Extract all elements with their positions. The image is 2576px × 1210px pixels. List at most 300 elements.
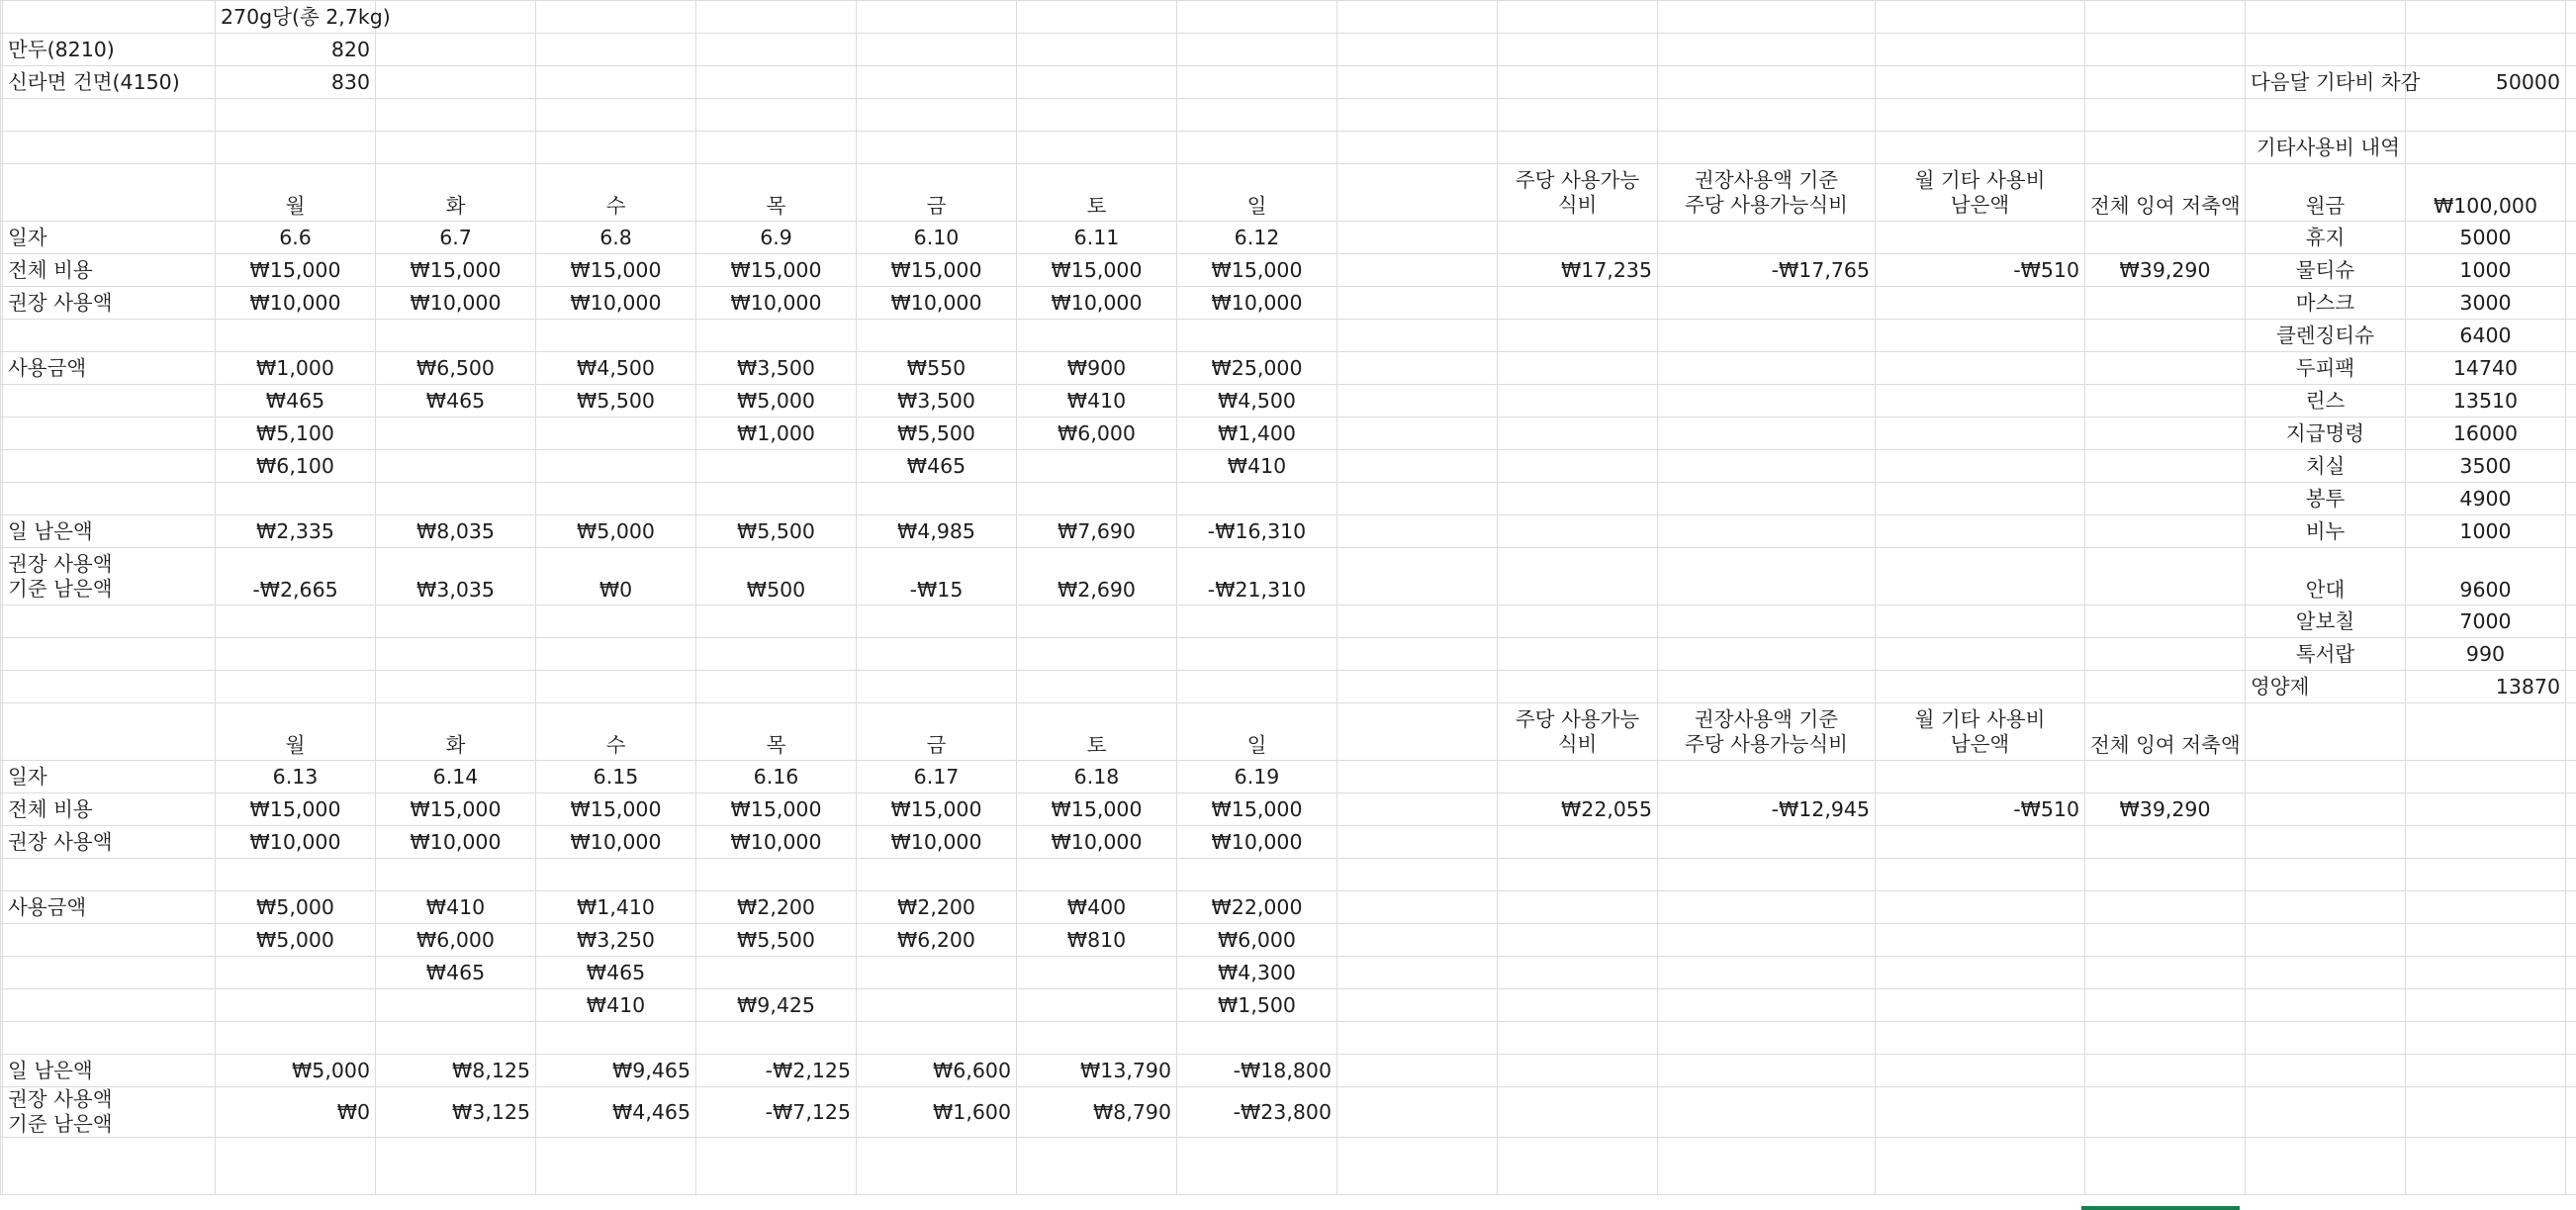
cell[interactable] <box>2566 638 2576 671</box>
cell[interactable]: 5000 <box>2406 222 2566 254</box>
cell[interactable]: -₩16,310 <box>1177 515 1337 548</box>
cell[interactable] <box>1337 254 1498 287</box>
cell[interactable] <box>1177 34 1337 66</box>
cell[interactable] <box>857 99 1017 132</box>
cell[interactable] <box>1658 66 1876 99</box>
cell[interactable] <box>1498 385 1658 418</box>
cell[interactable] <box>376 1138 536 1195</box>
cell[interactable] <box>1177 1138 1337 1195</box>
cell[interactable] <box>2246 34 2406 66</box>
cell[interactable] <box>2406 1055 2566 1087</box>
cell[interactable]: ₩4,465 <box>536 1087 696 1138</box>
cell[interactable] <box>2566 254 2576 287</box>
cell[interactable] <box>2566 483 2576 515</box>
cell[interactable] <box>1498 671 1658 703</box>
cell[interactable]: 영양제 <box>2246 671 2406 703</box>
cell[interactable]: 목 <box>696 703 857 761</box>
cell[interactable] <box>2406 1022 2566 1055</box>
cell[interactable] <box>857 671 1017 703</box>
cell[interactable] <box>1017 1022 1177 1055</box>
cell[interactable]: 만두(8210) <box>3 34 216 66</box>
cell[interactable] <box>1498 450 1658 483</box>
cell[interactable]: 사용금액 <box>3 891 216 924</box>
cell[interactable] <box>2566 34 2576 66</box>
cell[interactable] <box>1658 352 1876 385</box>
cell[interactable] <box>2085 859 2246 891</box>
cell[interactable] <box>1876 605 2085 638</box>
cell[interactable]: ₩5,000 <box>216 891 376 924</box>
cell[interactable] <box>3 957 216 989</box>
cell[interactable] <box>1337 450 1498 483</box>
cell[interactable] <box>696 34 857 66</box>
cell[interactable]: 클렌징티슈 <box>2246 320 2406 352</box>
cell[interactable]: ₩17,235 <box>1498 254 1658 287</box>
cell[interactable] <box>696 99 857 132</box>
cell[interactable] <box>696 320 857 352</box>
cell[interactable] <box>1337 1087 1498 1138</box>
cell[interactable]: ₩15,000 <box>376 793 536 826</box>
cell[interactable] <box>1498 99 1658 132</box>
cell[interactable] <box>2566 320 2576 352</box>
cell[interactable]: ₩15,000 <box>1017 793 1177 826</box>
cell[interactable]: ₩3,250 <box>536 924 696 957</box>
cell[interactable] <box>857 1022 1017 1055</box>
cell[interactable] <box>1017 450 1177 483</box>
cell[interactable]: ₩15,000 <box>696 254 857 287</box>
cell[interactable] <box>2406 761 2566 793</box>
cell[interactable] <box>2566 548 2576 605</box>
cell[interactable] <box>696 450 857 483</box>
cell[interactable]: ₩6,200 <box>857 924 1017 957</box>
cell[interactable] <box>1337 483 1498 515</box>
cell[interactable] <box>1876 34 2085 66</box>
cell[interactable] <box>2406 989 2566 1022</box>
cell[interactable] <box>1337 418 1498 450</box>
cell[interactable]: 1000 <box>2406 515 2566 548</box>
cell[interactable] <box>2085 924 2246 957</box>
cell[interactable] <box>3 638 216 671</box>
cell[interactable] <box>1876 1087 2085 1138</box>
cell[interactable] <box>3 320 216 352</box>
cell[interactable] <box>857 1 1017 34</box>
cell[interactable] <box>1876 761 2085 793</box>
cell[interactable] <box>2566 793 2576 826</box>
cell[interactable]: ₩4,985 <box>857 515 1017 548</box>
cell[interactable]: 물티슈 <box>2246 254 2406 287</box>
cell[interactable] <box>1337 320 1498 352</box>
cell[interactable]: ₩10,000 <box>696 826 857 859</box>
cell[interactable]: ₩500 <box>696 548 857 605</box>
cell[interactable]: ₩10,000 <box>536 287 696 320</box>
cell[interactable] <box>1337 924 1498 957</box>
cell[interactable] <box>3 671 216 703</box>
cell[interactable]: ₩10,000 <box>857 287 1017 320</box>
cell[interactable] <box>2246 761 2406 793</box>
cell[interactable]: ₩400 <box>1017 891 1177 924</box>
cell[interactable] <box>696 859 857 891</box>
cell[interactable] <box>2406 703 2566 761</box>
cell[interactable]: 6.10 <box>857 222 1017 254</box>
cell[interactable]: ₩5,500 <box>696 924 857 957</box>
cell[interactable] <box>696 1 857 34</box>
cell[interactable]: 주당 사용가능 식비 <box>1498 164 1658 222</box>
cell[interactable] <box>1337 385 1498 418</box>
cell[interactable]: 6.9 <box>696 222 857 254</box>
cell[interactable]: ₩465 <box>216 385 376 418</box>
cell[interactable] <box>2085 957 2246 989</box>
cell[interactable] <box>696 1022 857 1055</box>
cell[interactable]: 안대 <box>2246 548 2406 605</box>
cell[interactable] <box>1498 1 1658 34</box>
cell[interactable] <box>1498 638 1658 671</box>
cell[interactable] <box>1017 1138 1177 1195</box>
cell[interactable]: 주당 사용가능 식비 <box>1498 703 1658 761</box>
cell[interactable] <box>696 671 857 703</box>
cell[interactable]: ₩5,000 <box>696 385 857 418</box>
cell[interactable]: 신라면 건면(4150) <box>3 66 216 99</box>
cell[interactable]: 830 <box>216 66 376 99</box>
cell[interactable]: 린스 <box>2246 385 2406 418</box>
cell[interactable]: 6.14 <box>376 761 536 793</box>
cell[interactable] <box>2085 352 2246 385</box>
cell[interactable] <box>2085 891 2246 924</box>
cell[interactable] <box>1498 924 1658 957</box>
cell[interactable] <box>696 132 857 164</box>
cell[interactable]: ₩0 <box>216 1087 376 1138</box>
cell[interactable] <box>2085 1055 2246 1087</box>
cell[interactable] <box>376 1 536 34</box>
cell[interactable] <box>2406 1138 2566 1195</box>
cell[interactable]: ₩410 <box>1017 385 1177 418</box>
cell[interactable]: 6.15 <box>536 761 696 793</box>
cell[interactable] <box>857 989 1017 1022</box>
cell[interactable]: ₩6,600 <box>857 1055 1017 1087</box>
cell[interactable] <box>1658 34 1876 66</box>
cell[interactable] <box>1876 320 2085 352</box>
cell[interactable]: ₩10,000 <box>536 826 696 859</box>
cell[interactable] <box>1177 1022 1337 1055</box>
cell[interactable] <box>2406 924 2566 957</box>
cell[interactable] <box>216 320 376 352</box>
cell[interactable] <box>1498 222 1658 254</box>
cell[interactable] <box>696 483 857 515</box>
cell[interactable]: 4900 <box>2406 483 2566 515</box>
cell[interactable]: -₩510 <box>1876 254 2085 287</box>
cell[interactable]: -₩12,945 <box>1658 793 1876 826</box>
cell[interactable] <box>1876 352 2085 385</box>
cell[interactable] <box>1498 287 1658 320</box>
cell[interactable] <box>376 34 536 66</box>
cell[interactable] <box>1658 515 1876 548</box>
cell[interactable] <box>2246 703 2406 761</box>
cell[interactable]: ₩900 <box>1017 352 1177 385</box>
cell[interactable]: ₩10,000 <box>857 826 1017 859</box>
cell[interactable]: ₩2,335 <box>216 515 376 548</box>
cell[interactable]: 봉투 <box>2246 483 2406 515</box>
cell[interactable]: ₩3,125 <box>376 1087 536 1138</box>
cell[interactable] <box>1658 320 1876 352</box>
cell[interactable] <box>3 164 216 222</box>
cell[interactable]: ₩10,000 <box>216 287 376 320</box>
cell[interactable] <box>2566 1087 2576 1138</box>
cell[interactable]: ₩5,500 <box>857 418 1017 450</box>
cell[interactable]: ₩10,000 <box>1017 287 1177 320</box>
cell[interactable]: ₩10,000 <box>1177 826 1337 859</box>
cell[interactable] <box>2085 287 2246 320</box>
cell[interactable] <box>2246 891 2406 924</box>
cell[interactable] <box>2566 891 2576 924</box>
cell[interactable] <box>1337 548 1498 605</box>
cell[interactable]: 일 남은액 <box>3 515 216 548</box>
cell[interactable] <box>2085 826 2246 859</box>
cell[interactable] <box>1876 1055 2085 1087</box>
cell[interactable] <box>3 859 216 891</box>
cell[interactable]: 지급명령 <box>2246 418 2406 450</box>
cell[interactable] <box>696 66 857 99</box>
cell[interactable]: -₩18,800 <box>1177 1055 1337 1087</box>
cell[interactable] <box>1177 1 1337 34</box>
cell[interactable]: 14740 <box>2406 352 2566 385</box>
cell[interactable]: 50000 <box>2406 66 2566 99</box>
cell[interactable] <box>1658 385 1876 418</box>
cell[interactable]: -₩7,125 <box>696 1087 857 1138</box>
cell[interactable] <box>1498 1022 1658 1055</box>
cell[interactable] <box>216 605 376 638</box>
cell[interactable]: ₩3,035 <box>376 548 536 605</box>
cell[interactable]: ₩4,500 <box>536 352 696 385</box>
cell[interactable]: 수 <box>536 164 696 222</box>
cell[interactable] <box>2406 1 2566 34</box>
cell[interactable]: ₩10,000 <box>696 287 857 320</box>
cell[interactable]: ₩22,000 <box>1177 891 1337 924</box>
cell[interactable] <box>2566 515 2576 548</box>
cell[interactable] <box>1177 483 1337 515</box>
cell[interactable] <box>2085 34 2246 66</box>
cell[interactable]: ₩5,000 <box>216 1055 376 1087</box>
cell[interactable] <box>376 66 536 99</box>
cell[interactable] <box>2085 132 2246 164</box>
cell[interactable] <box>857 859 1017 891</box>
cell[interactable] <box>216 859 376 891</box>
cell[interactable] <box>2566 924 2576 957</box>
cell[interactable] <box>696 638 857 671</box>
cell[interactable] <box>1876 548 2085 605</box>
cell[interactable] <box>1498 989 1658 1022</box>
cell[interactable] <box>1337 132 1498 164</box>
cell[interactable] <box>2566 287 2576 320</box>
cell[interactable]: 다음달 기타비 차감 <box>2246 66 2406 99</box>
cell[interactable] <box>2566 703 2576 761</box>
cell[interactable] <box>857 320 1017 352</box>
cell[interactable] <box>1876 222 2085 254</box>
cell[interactable]: 6.6 <box>216 222 376 254</box>
cell[interactable] <box>1017 671 1177 703</box>
cell[interactable] <box>3 703 216 761</box>
cell[interactable] <box>2085 515 2246 548</box>
cell[interactable] <box>2566 352 2576 385</box>
cell[interactable]: 9600 <box>2406 548 2566 605</box>
cell[interactable]: ₩25,000 <box>1177 352 1337 385</box>
cell[interactable] <box>536 99 696 132</box>
cell[interactable]: 1000 <box>2406 254 2566 287</box>
cell[interactable] <box>1658 1022 1876 1055</box>
cell[interactable] <box>1876 1022 2085 1055</box>
cell[interactable] <box>1498 132 1658 164</box>
cell[interactable] <box>376 483 536 515</box>
cell[interactable]: ₩39,290 <box>2085 793 2246 826</box>
cell[interactable] <box>1337 66 1498 99</box>
cell[interactable] <box>536 1138 696 1195</box>
cell[interactable]: 수 <box>536 703 696 761</box>
cell[interactable]: ₩15,000 <box>857 254 1017 287</box>
cell[interactable] <box>376 638 536 671</box>
cell[interactable] <box>536 859 696 891</box>
cell[interactable] <box>376 418 536 450</box>
cell[interactable] <box>3 989 216 1022</box>
cell[interactable]: 토 <box>1017 703 1177 761</box>
cell[interactable] <box>1876 957 2085 989</box>
cell[interactable] <box>1337 515 1498 548</box>
cell[interactable] <box>2085 638 2246 671</box>
cell[interactable] <box>2085 1 2246 34</box>
cell[interactable] <box>1498 483 1658 515</box>
cell[interactable]: 화 <box>376 703 536 761</box>
cell[interactable] <box>1177 132 1337 164</box>
cell[interactable]: 일 남은액 <box>3 1055 216 1087</box>
cell[interactable] <box>1498 1055 1658 1087</box>
cell[interactable] <box>1658 1055 1876 1087</box>
cell[interactable]: 월 기타 사용비 남은액 <box>1876 703 2085 761</box>
cell[interactable]: ₩4,300 <box>1177 957 1337 989</box>
cell[interactable] <box>2085 548 2246 605</box>
cell[interactable] <box>1498 605 1658 638</box>
cell[interactable]: -₩21,310 <box>1177 548 1337 605</box>
cell[interactable] <box>696 1138 857 1195</box>
cell[interactable]: 화 <box>376 164 536 222</box>
cell[interactable] <box>2566 859 2576 891</box>
cell[interactable] <box>3 99 216 132</box>
cell[interactable] <box>3 132 216 164</box>
cell[interactable] <box>1658 287 1876 320</box>
cell[interactable] <box>1658 418 1876 450</box>
cell[interactable] <box>2566 99 2576 132</box>
cell[interactable] <box>2246 957 2406 989</box>
cell[interactable] <box>376 1022 536 1055</box>
cell[interactable] <box>2085 99 2246 132</box>
cell[interactable] <box>1337 1138 1498 1195</box>
cell[interactable] <box>376 989 536 1022</box>
cell[interactable]: ₩8,125 <box>376 1055 536 1087</box>
cell[interactable] <box>2406 34 2566 66</box>
cell[interactable] <box>2085 761 2246 793</box>
cell[interactable]: 마스크 <box>2246 287 2406 320</box>
cell[interactable] <box>1658 483 1876 515</box>
cell[interactable]: ₩6,100 <box>216 450 376 483</box>
cell[interactable] <box>1498 352 1658 385</box>
cell[interactable] <box>2566 826 2576 859</box>
cell[interactable] <box>857 605 1017 638</box>
cell[interactable] <box>3 385 216 418</box>
cell[interactable]: 목 <box>696 164 857 222</box>
cell[interactable]: ₩15,000 <box>857 793 1017 826</box>
cell[interactable]: 비누 <box>2246 515 2406 548</box>
cell[interactable]: 6400 <box>2406 320 2566 352</box>
cell[interactable] <box>1177 638 1337 671</box>
cell[interactable] <box>1017 34 1177 66</box>
cell[interactable] <box>1337 703 1498 761</box>
cell[interactable] <box>2566 1055 2576 1087</box>
cell[interactable]: ₩13,790 <box>1017 1055 1177 1087</box>
cell[interactable]: ₩15,000 <box>216 793 376 826</box>
cell[interactable]: ₩10,000 <box>376 287 536 320</box>
cell[interactable] <box>1177 99 1337 132</box>
cell[interactable] <box>2406 826 2566 859</box>
cell[interactable]: ₩100,000 <box>2406 164 2566 222</box>
cell[interactable]: 일자 <box>3 222 216 254</box>
cell[interactable] <box>1017 989 1177 1022</box>
cell[interactable] <box>1498 891 1658 924</box>
cell[interactable] <box>1337 826 1498 859</box>
cell[interactable]: 6.18 <box>1017 761 1177 793</box>
cell[interactable]: ₩15,000 <box>1177 254 1337 287</box>
cell[interactable] <box>3 1 216 34</box>
cell[interactable] <box>2566 385 2576 418</box>
cell[interactable]: 13870 <box>2406 671 2566 703</box>
cell[interactable]: ₩1,500 <box>1177 989 1337 1022</box>
cell[interactable] <box>1017 66 1177 99</box>
cell[interactable] <box>1017 132 1177 164</box>
cell[interactable] <box>1498 320 1658 352</box>
cell[interactable] <box>1498 548 1658 605</box>
cell[interactable] <box>2246 1055 2406 1087</box>
cell[interactable] <box>1876 99 2085 132</box>
cell[interactable] <box>3 1022 216 1055</box>
cell[interactable] <box>1498 1138 1658 1195</box>
cell[interactable] <box>2085 671 2246 703</box>
cell[interactable] <box>2246 99 2406 132</box>
cell[interactable] <box>2246 793 2406 826</box>
cell[interactable] <box>1498 761 1658 793</box>
cell[interactable] <box>2566 1138 2576 1195</box>
cell[interactable] <box>1017 483 1177 515</box>
cell[interactable] <box>1658 989 1876 1022</box>
cell[interactable]: ₩0 <box>536 548 696 605</box>
cell[interactable]: ₩15,000 <box>1017 254 1177 287</box>
cell[interactable]: ₩39,290 <box>2085 254 2246 287</box>
cell[interactable]: ₩6,000 <box>1177 924 1337 957</box>
cell[interactable] <box>2406 793 2566 826</box>
cell[interactable]: 전체 비용 <box>3 793 216 826</box>
cell[interactable]: ₩10,000 <box>216 826 376 859</box>
cell[interactable]: ₩3,500 <box>696 352 857 385</box>
cell[interactable] <box>536 605 696 638</box>
cell[interactable]: -₩510 <box>1876 793 2085 826</box>
cell[interactable]: 6.8 <box>536 222 696 254</box>
cell[interactable] <box>1658 1 1876 34</box>
cell[interactable] <box>1658 859 1876 891</box>
cell[interactable] <box>1337 164 1498 222</box>
cell[interactable]: 권장사용액 기준 주당 사용가능식비 <box>1658 703 1876 761</box>
cell[interactable]: 6.12 <box>1177 222 1337 254</box>
cell[interactable] <box>536 671 696 703</box>
cell[interactable] <box>216 99 376 132</box>
cell[interactable] <box>1337 1022 1498 1055</box>
cell[interactable]: ₩9,425 <box>696 989 857 1022</box>
cell[interactable] <box>2246 859 2406 891</box>
cell[interactable]: ₩4,500 <box>1177 385 1337 418</box>
cell[interactable] <box>1337 638 1498 671</box>
cell[interactable] <box>1017 320 1177 352</box>
